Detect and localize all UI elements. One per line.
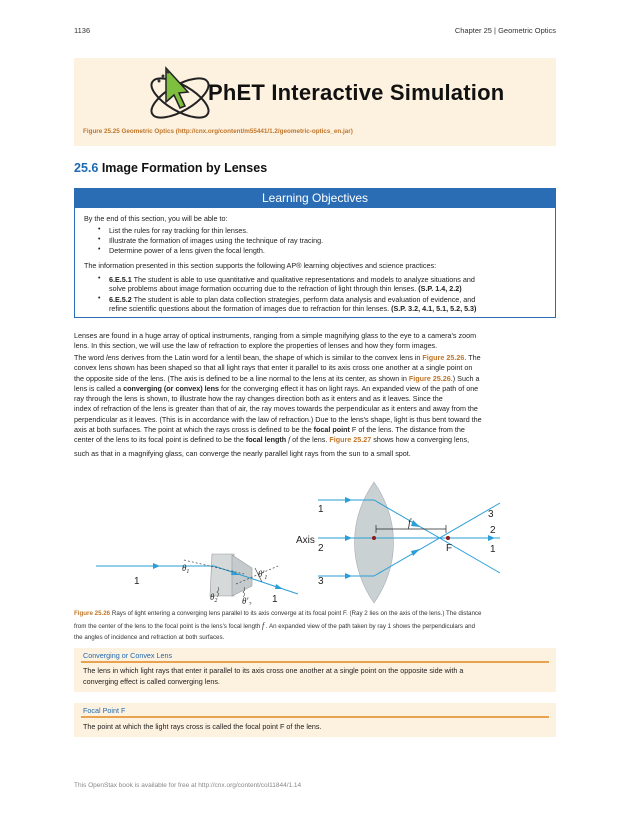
term-definition [83, 666, 463, 687]
converging-lens-diagram [296, 482, 500, 603]
bold-term: focal point [313, 425, 350, 435]
bullet-icon: • [98, 295, 101, 302]
focal-point-dot [446, 536, 450, 540]
ap-text: solve problems about image formation occurring due to the refraction of light through thin lenses. [109, 284, 417, 293]
text-span: .) Such a [450, 373, 480, 383]
caption-line [74, 608, 554, 620]
paragraph-intro [74, 331, 554, 352]
text-line: convex lens shown has been shaped so that all light rays that enter it parallel to its axis cross one another at a single point on [74, 363, 473, 373]
text-line: index of refraction of the lens is greater than that of air, the ray moves towards the perpendicular as it enters and away from the [74, 404, 478, 414]
learning-objectives-box [74, 188, 556, 318]
ap-objective [109, 275, 549, 284]
term-divider [81, 716, 549, 718]
ap-text: The student is able to use quantitative and qualitative representations and models to analyze situations and [133, 275, 475, 284]
lens-figure [0, 465, 630, 605]
theta-1-label [182, 563, 189, 575]
paragraph-lens [74, 353, 554, 459]
caption-text: Rays of light entering a converging lens parallel to its axis converge at its focal point F. (Ray 2 lies on the axis of the lens.) The distance [110, 610, 482, 617]
bullet-icon: • [98, 275, 101, 282]
focal-point-label: F [446, 543, 453, 554]
ap-code: 6.E.5.2 [109, 295, 132, 304]
text-line: such as that in a magnifying glass, can converge the nearly parallel light rays from the sun to a small spot. [74, 448, 411, 458]
text-span: The word [74, 353, 106, 362]
text-line [74, 425, 554, 435]
term-title: Focal Point F [83, 706, 126, 715]
section-number: 25.6 [74, 161, 99, 175]
label-symbol: θ [182, 563, 187, 573]
phet-logo-icon [144, 62, 216, 126]
caption-line: the angles of incidence and refraction at both surfaces. [74, 634, 225, 641]
label-subscript: 2 [248, 602, 252, 605]
ray-in-3-label: 3 [318, 576, 324, 587]
arrow-icon [275, 584, 283, 589]
arrow-icon [411, 549, 420, 556]
lo-item: Determine power of a lens given the focal length. [109, 246, 265, 255]
math-variable: f [288, 436, 291, 445]
figure-caption [74, 608, 554, 644]
ap-objective-cont [109, 284, 549, 293]
text-span: center of the lens to its focal point is defined to be the [74, 435, 246, 445]
lo-intro: By the end of this section, you will be able to: [84, 214, 228, 223]
definition-line: converging effect is called converging lens. [83, 676, 220, 686]
term-box-focal-point [74, 703, 556, 737]
label-subscript: 1 [186, 569, 190, 575]
ray-out-1-label: 1 [490, 544, 496, 555]
lo-item: Illustrate the formation of images using the technique of ray tracing. [109, 236, 324, 245]
text-line: The word lens derives from the Latin word for a lentil bean, the shape of which is similar to the convex lens in Figure 25.26. The [74, 353, 481, 362]
caption-line [74, 620, 554, 633]
learning-objectives-title: Learning Objectives [75, 189, 555, 208]
ray-out-3-label: 3 [488, 509, 494, 520]
text-line: ray through the lens is shown, to illustrate how the ray changes direction both as it enters and as it leaves. Since the [74, 394, 443, 404]
caption-text: from the center of the lens to the focal point is the lens's focal length [74, 622, 262, 630]
ray-out-2-label: 2 [490, 525, 496, 536]
ray-in-1-label: 1 [318, 504, 324, 515]
text-line: perpendicular as it leaves. (This is in accordance with the law of refraction.) Due to the lens's shape, light is thus bent toward the [74, 414, 482, 424]
theta-2-prime-label [242, 596, 251, 605]
bullet-icon: • [98, 236, 101, 243]
text-span: of the lens. [290, 435, 330, 445]
definition-line: The lens in which light rays that enter it parallel to its axis cross one another at a single point on the opposite side with a [83, 666, 464, 675]
label-subscript: 1 [264, 575, 268, 581]
section-title: Image Formation by Lenses [101, 161, 268, 175]
bold-term: focal length [245, 435, 287, 445]
arrow-icon [345, 535, 352, 541]
text-line [74, 384, 554, 394]
label-symbol: θ [210, 592, 215, 602]
label-symbol: θ′ [258, 569, 265, 579]
ap-text: The student is able to plan data collection strategies, perform data analysis and evaluation of evidence, and [133, 295, 476, 304]
ray-1-exit-label: 1 [272, 594, 278, 605]
term-title: Converging or Convex Lens [83, 651, 173, 660]
phet-figure-caption[interactable]: Figure 25.25 Geometric Optics (http://cnx.org/content/m55441/1.2/geometric-optics_en.jar) [83, 128, 353, 135]
text-span: derives from the Latin word for a lentil bean, the shape of which is similar to the convex lens in [119, 353, 423, 362]
ap-practices: (S.P. 3.2, 4.1, 5.1, 5.2, 5.3) [391, 304, 477, 313]
text-span: lens is called a [74, 383, 124, 393]
ray-in-2-label: 2 [318, 543, 324, 554]
figure-label: Figure 25.26 [74, 610, 111, 617]
ray-1-exit [250, 578, 298, 594]
text-span: for the converging effect it has on light rays. An expanded view of the path of one [219, 383, 479, 393]
bold-term: converging (or convex) lens [123, 383, 219, 393]
caption-text: . An expanded view of the path taken by ray 1 shows the perpendiculars and [264, 622, 476, 630]
text-line: Lenses are found in a huge array of optical instruments, ranging from a simple magnifying glass to the eye to a camera's zoom [74, 331, 477, 340]
arrow-icon [411, 520, 420, 527]
arrow-icon [153, 563, 160, 569]
text-span: axis at both surfaces. The point at which the rays cross is defined to be the [74, 425, 314, 435]
term-divider [81, 661, 549, 663]
section-heading [74, 161, 267, 175]
lens-segment [210, 554, 234, 596]
italic-term: lens [105, 353, 120, 362]
page-number: 1136 [74, 26, 91, 35]
label-subscript: 2 [214, 598, 218, 604]
figure-link[interactable]: Figure 25.26 [422, 353, 465, 362]
text-line: lens. In this section, we will use the law of refraction to explore the properties of lenses and how they form images. [74, 341, 438, 351]
label-symbol: θ′ [242, 596, 249, 605]
bullet-icon: • [98, 246, 101, 253]
phet-title: PhET Interactive Simulation [208, 80, 505, 105]
focal-length-label: f [408, 518, 411, 529]
expanded-ray-view [96, 554, 298, 605]
ap-practices: (S.P. 1.4, 2.2) [418, 284, 462, 293]
footer-text: This OpenStax book is available for free at http://cnx.org/content/col11844/1.14 [74, 782, 302, 789]
ray-1-label: 1 [134, 576, 140, 587]
chapter-title: Chapter 25 | Geometric Optics [454, 26, 556, 35]
phet-simulation-box[interactable] [74, 58, 556, 146]
term-definition: The point at which the light rays cross is called the focal point F of the lens. [83, 722, 322, 731]
ap-objective-cont [109, 304, 549, 313]
text-line [74, 435, 554, 445]
text-line [74, 374, 554, 384]
text-span: shows how a converging lens, [371, 435, 470, 445]
axis-label: Axis [296, 535, 315, 546]
text-span: the opposite side of the lens. (The axis is defined to be a line normal to the lens at its center, as shown in [74, 373, 409, 383]
term-box-converging-lens [74, 648, 556, 692]
lens-center-dot [372, 536, 376, 540]
math-variable: f [261, 620, 265, 630]
bullet-icon: • [98, 226, 101, 233]
arrow-icon [345, 497, 352, 503]
arrow-icon [345, 573, 352, 579]
text-span: F of the lens. The distance from the [349, 425, 465, 435]
ap-objective [109, 295, 549, 304]
figure-link[interactable]: Figure 25.27 [329, 435, 372, 445]
figure-link[interactable]: Figure 25.26 [408, 373, 451, 383]
lo-ap-intro: The information presented in this section supports the following AP® learning objectives and science practices: [84, 261, 437, 270]
ap-text: refine scientific questions about the formation of images due to refraction for thin lenses. [109, 304, 390, 313]
lo-item: List the rules for ray tracking for thin lenses. [109, 226, 249, 235]
ap-code: 6.E.5.1 [109, 275, 132, 284]
